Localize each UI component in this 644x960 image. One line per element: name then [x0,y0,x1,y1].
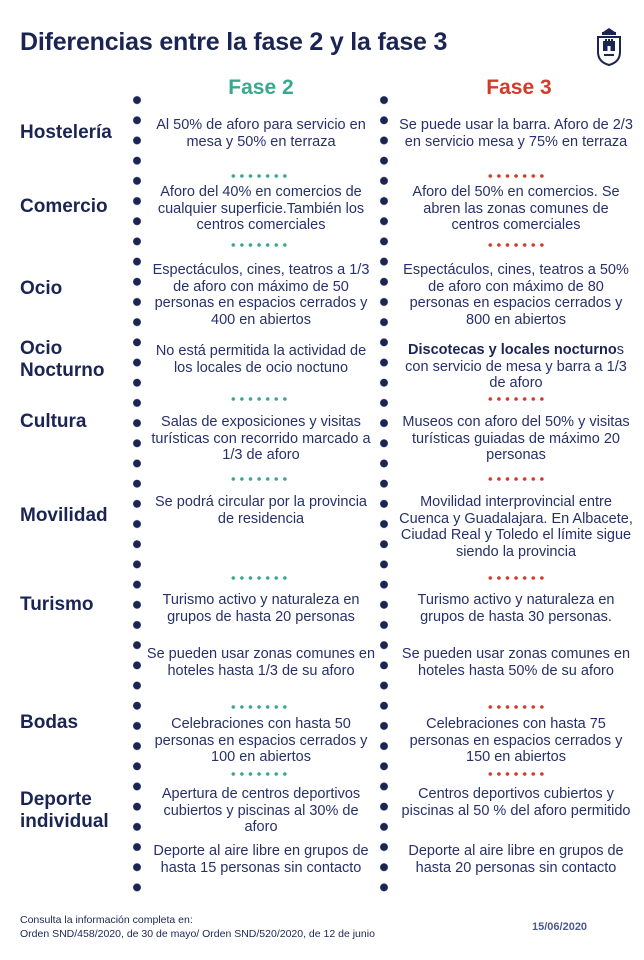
category-deporte-line2: individual [20,811,109,832]
separator-green [229,242,289,248]
deporte-fase2-b: Deporte al aire libre en grupos de hasta 15 personas sin contacto [153,843,369,876]
turismo-fase3-b: Se pueden usar zonas comunes en hoteles hasta 50% de su aforo [401,646,631,679]
deporte-fase3-a: Centros deportivos cubiertos y piscinas al 50 % del aforo permitido [401,786,631,819]
separator-green [229,173,289,179]
category-ocio-nocturno-line2: Nocturno [20,360,105,381]
separator-red [486,242,546,248]
separator-red [486,476,546,482]
footer-line2: Orden SND/458/2020, de 30 de mayo/ Orden SND/520/2020, de 12 de junio [20,928,375,940]
category-deporte-individual [20,789,130,833]
footer-date: 15/06/2020 [532,921,588,933]
left-dot-divider [132,90,142,898]
ocio-nocturno-fase3-rest: s con servicio de mesa y barra a 1/3 de aforo [405,342,627,391]
movilidad-fase3: Movilidad interprovincial entre Cuenca y Guadalajara. En Albacete, Ciudad Real y Toledo el límite sigue siendo la provincia [399,494,633,560]
comercio-fase2: Aforo del 40% en comercios de cualquier superficie.También los centros comerciales [157,184,365,233]
category-hosteleria: Hostelería [20,122,112,143]
separator-red [486,575,546,581]
fase3-header: Fase 3 [486,76,552,99]
movilidad-fase2: Se podrá circular por la provincia de residencia [155,494,367,527]
footer-line1: Consulta la información completa en: [20,914,193,926]
hosteleria-fase3: Se puede usar la barra. Aforo de 2/3 en servicio mesa y 75% en terraza [399,117,633,150]
category-deporte-line1: Deporte [20,789,92,810]
footer-source [20,913,375,941]
separator-green [229,396,289,402]
separator-red [486,771,546,777]
turismo-fase3-a: Turismo activo y naturaleza en grupos de hasta 30 personas. [417,592,615,625]
ocio-fase3: Espectáculos, cines, teatros a 50% de aforo con máximo de 80 personas en espacios cerrados y 800 en abiertos [403,262,629,328]
comercio-fase3: Aforo del 50% en comercios. Se abren las zonas comunes de centros comerciales [412,184,620,233]
separator-green [229,771,289,777]
separator-red [486,396,546,402]
category-movilidad: Movilidad [20,505,108,526]
ocio-nocturno-fase2: No está permitida la actividad de los locales de ocio noctuno [155,343,367,376]
turismo-fase2-b: Se pueden usar zonas comunes en hoteles hasta 1/3 de su aforo [146,646,376,679]
right-dot-divider [379,90,389,898]
ocio-fase2: Espectáculos, cines, teatros a 1/3 de aforo con máximo de 50 personas en espacios cerrados y 400 en abiertos [152,262,370,328]
cultura-fase3: Museos con aforo del 50% y visitas turísticas guiadas de máximo 20 personas [402,414,630,463]
ocio-nocturno-fase3-highlight: Discotecas y locales nocturno [408,342,617,358]
castilla-la-mancha-seal-icon [594,26,624,66]
category-ocio-nocturno [20,338,130,382]
separator-red [486,704,546,710]
category-turismo: Turismo [20,594,94,615]
separator-green [229,575,289,581]
category-comercio: Comercio [20,196,108,217]
cultura-fase2: Salas de exposiciones y visitas turísticas con recorrido marcado a 1/3 de aforo [151,414,371,463]
deporte-fase3-b: Deporte al aire libre en grupos de hasta 20 personas sin contacto [408,843,624,876]
category-ocio: Ocio [20,278,63,299]
fase2-header: Fase 2 [228,76,294,99]
separator-green [229,704,289,710]
category-cultura: Cultura [20,411,87,432]
category-bodas: Bodas [20,712,79,733]
page-title: Diferencias entre la fase 2 y la fase 3 [20,28,448,56]
hosteleria-fase2: Al 50% de aforo para servicio en mesa y 50% en terraza [156,117,366,150]
deporte-fase2-a: Apertura de centros deportivos cubiertos y piscinas al 30% de aforo [161,786,361,835]
category-ocio-nocturno-line1: Ocio [20,338,63,359]
turismo-fase2-a: Turismo activo y naturaleza en grupos de hasta 20 personas [162,592,360,625]
bodas-fase2: Celebraciones con hasta 50 personas en espacios cerrados y 100 en abiertos [154,716,368,765]
bodas-fase3: Celebraciones con hasta 75 personas en espacios cerrados y 150 en abiertos [409,716,623,765]
separator-green [229,476,289,482]
separator-red [486,173,546,179]
ocio-nocturno-fase3 [398,342,634,392]
